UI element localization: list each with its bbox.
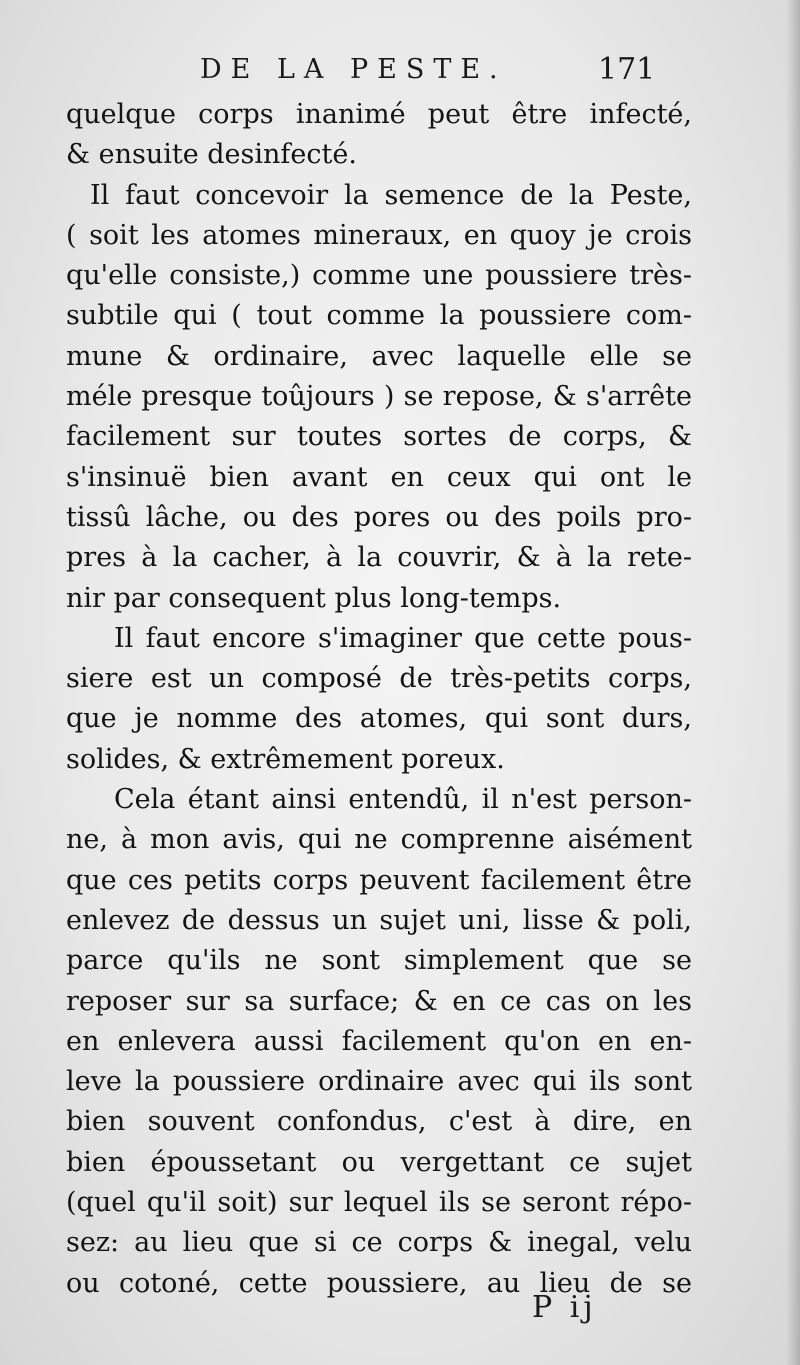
text-line: quelque corps inanimé peut être infecté,	[66, 99, 692, 130]
text-line: Il faut encore s'imaginer que cette pous-	[114, 622, 692, 654]
text-line: que ces petits corps peuvent facilement être	[66, 864, 692, 896]
signature-mark: P ij	[532, 1290, 597, 1325]
text-line: ne, à mon avis, qui ne comprenne aisément	[66, 824, 692, 856]
text-line: Il faut concevoir la semence de la Peste,	[90, 179, 692, 211]
text-line: qu'elle consiste,) comme une poussiere très-	[66, 260, 692, 292]
text-line: bien époussetant ou vergettant ce sujet	[66, 1146, 692, 1178]
text-line: Cela étant ainsi entendû, il n'est person-	[114, 784, 692, 816]
text-line: ou cotoné, cette poussiere, au lieu de se	[66, 1267, 692, 1299]
text-line: tissû lâche, ou des pores ou des poils pro-	[66, 501, 692, 533]
text-line: reposer sur sa surface; & en ce cas on les	[66, 985, 692, 1017]
text-line: mune & ordinaire, avec laquelle elle se	[66, 340, 692, 372]
text-line: siere est un composé de très-petits corps,	[66, 663, 692, 695]
text-line: & ensuite desinfecté.	[66, 139, 357, 171]
text-line: leve la poussiere ordinaire avec qui ils sont	[66, 1066, 692, 1098]
page-edge-shadow	[786, 0, 800, 1365]
text-line: ( soit les atomes mineraux, en quoy je crois	[66, 219, 692, 251]
text-line: subtile qui ( tout comme la poussiere com-	[66, 300, 692, 332]
page-header	[0, 48, 800, 92]
text-line: pres à la cacher, à la couvrir, & à la rete-	[66, 542, 692, 574]
body-text	[66, 95, 692, 1304]
text-line: en enlevera aussi facilement qu'on en en-	[66, 1025, 692, 1057]
text-line: parce qu'ils ne sont simplement que se	[66, 945, 692, 977]
text-line: bien souvent confondus, c'est à dire, en	[66, 1106, 692, 1138]
text-line: sez: au lieu que si ce corps & inegal, velu	[66, 1227, 692, 1259]
text-line: facilement sur toutes sortes de corps, &	[66, 421, 692, 453]
text-line: nir par consequent plus long-temps.	[66, 582, 562, 614]
text-line: s'insinuë bien avant en ceux qui ont le	[66, 461, 692, 493]
text-line: que je nomme des atomes, qui sont durs,	[66, 703, 692, 735]
text-line: solides, & extrêmement poreux.	[66, 743, 505, 775]
page-number: 171	[598, 52, 656, 87]
text-line: enlevez de dessus un sujet uni, lisse & poli,	[66, 904, 692, 936]
running-head: DE LA PESTE.	[200, 54, 507, 85]
text-line: (quel qu'il soit) sur lequel ils se seront répo-	[66, 1187, 692, 1219]
text-line: méle presque toûjours ) se repose, & s'arrête	[66, 381, 692, 413]
